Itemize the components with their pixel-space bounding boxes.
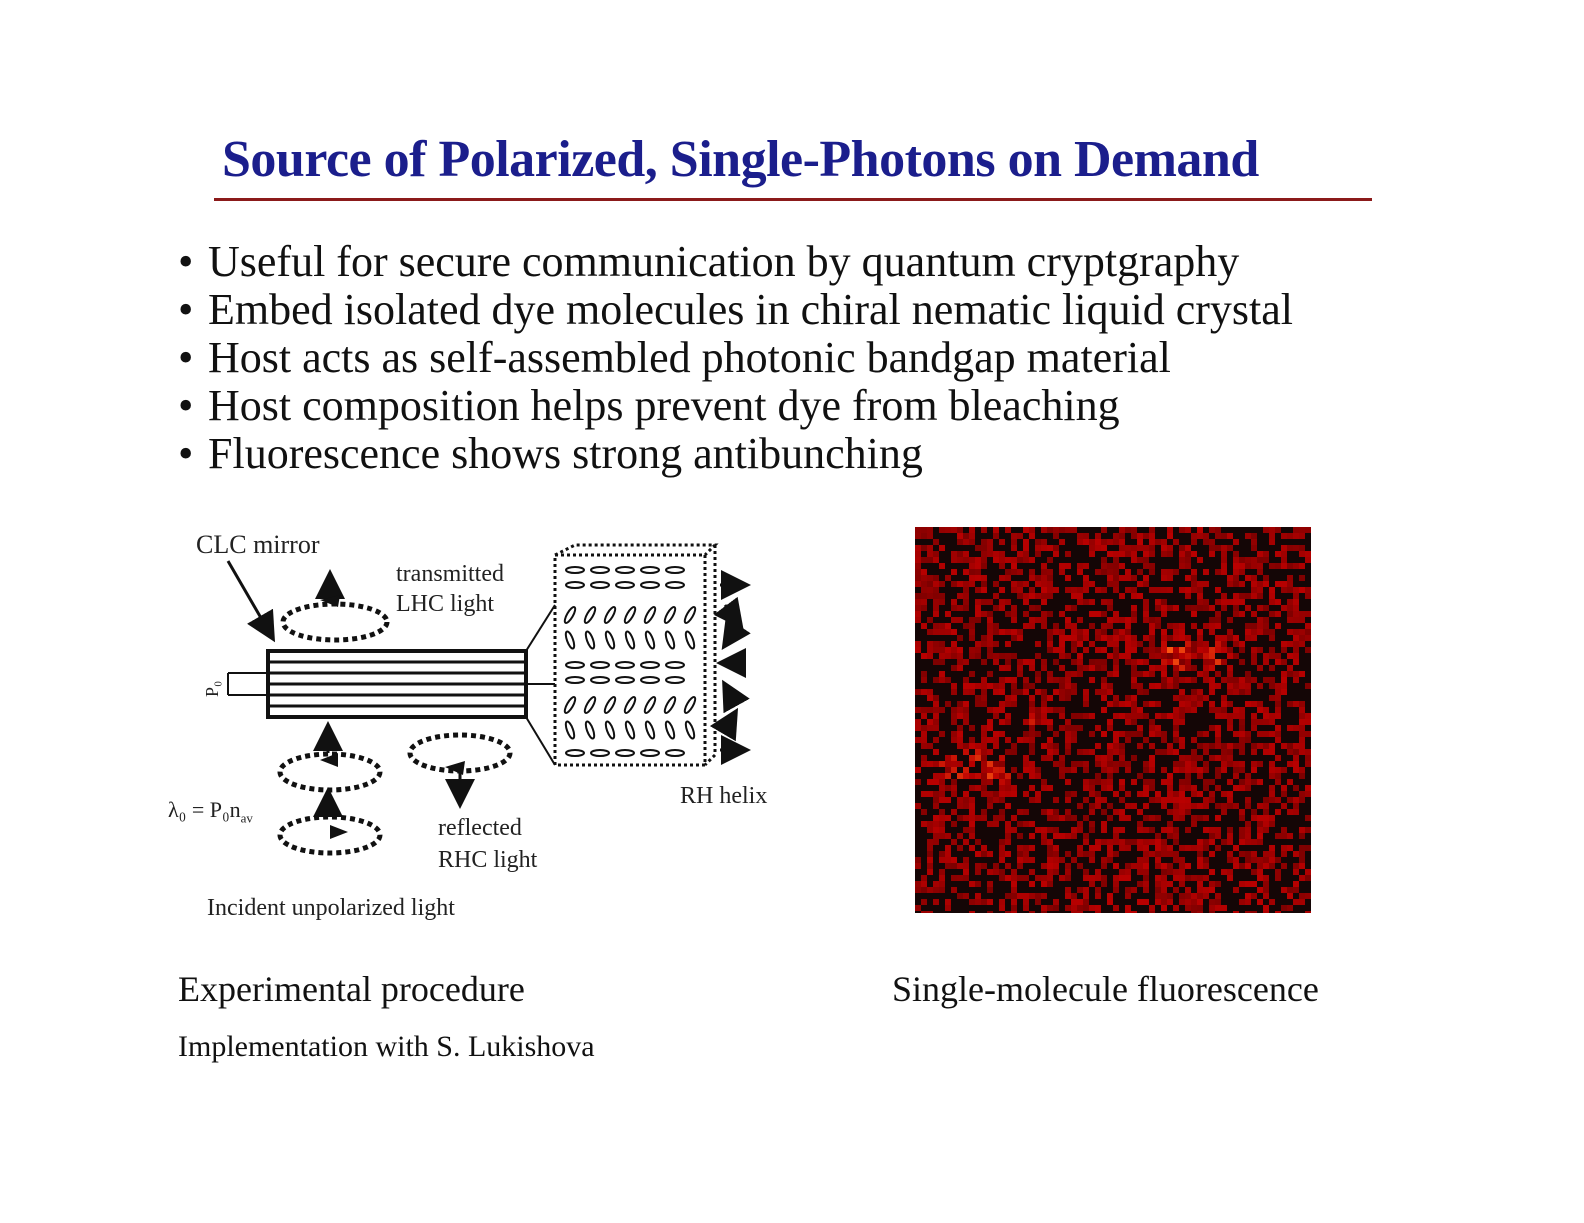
bullet-dot: • xyxy=(178,381,194,430)
bullet-item: • Host composition helps prevent dye from bleaching xyxy=(178,381,1120,430)
clc-mirror-label: CLC mirror xyxy=(196,530,320,559)
bullet-item: • Useful for secure communication by quantum cryptgraphy xyxy=(178,237,1240,286)
bullet-item: • Fluorescence shows strong antibunching xyxy=(178,429,923,478)
bullet-item: • Host acts as self-assembled photonic bandgap material xyxy=(178,333,1171,382)
slide-title: Source of Polarized, Single-Photons on Demand xyxy=(222,131,1259,188)
pitch-bracket xyxy=(228,673,268,695)
reflected-label-line2: RHC light xyxy=(438,847,538,873)
experimental-diagram xyxy=(160,525,800,935)
transmitted-polarization-ellipse xyxy=(283,604,387,640)
credit-line: Implementation with S. Lukishova xyxy=(178,1030,595,1063)
bullet-list xyxy=(178,238,1293,478)
bullet-item: • Embed isolated dye molecules in chiral nematic liquid crystal xyxy=(178,285,1294,334)
incident-light-label: Incident unpolarized light xyxy=(207,895,455,921)
bullet-dot: • xyxy=(178,429,194,478)
fluorescence-image xyxy=(915,527,1311,913)
bullet-dot: • xyxy=(178,333,194,382)
rh-helix-block xyxy=(555,545,745,765)
fluorescence-map xyxy=(915,527,1311,913)
bullet-dot: • xyxy=(178,237,194,286)
left-caption: Experimental procedure xyxy=(178,969,525,1009)
title-underline xyxy=(214,198,1372,201)
pitch-label: P₀ xyxy=(202,680,222,697)
right-caption: Single-molecule fluorescence xyxy=(892,969,1319,1009)
rh-helix-label: RH helix xyxy=(680,783,768,809)
transmitted-label-line2: LHC light xyxy=(396,591,495,617)
mirror-pointer-arrow xyxy=(228,561,272,637)
wavelength-equation: $\lambda_0 = P_0n_{av}$ xyxy=(168,797,253,826)
reflected-label-line1: reflected xyxy=(438,815,522,841)
bullet-dot: • xyxy=(178,285,194,334)
transmitted-label-line1: transmitted xyxy=(396,561,504,587)
